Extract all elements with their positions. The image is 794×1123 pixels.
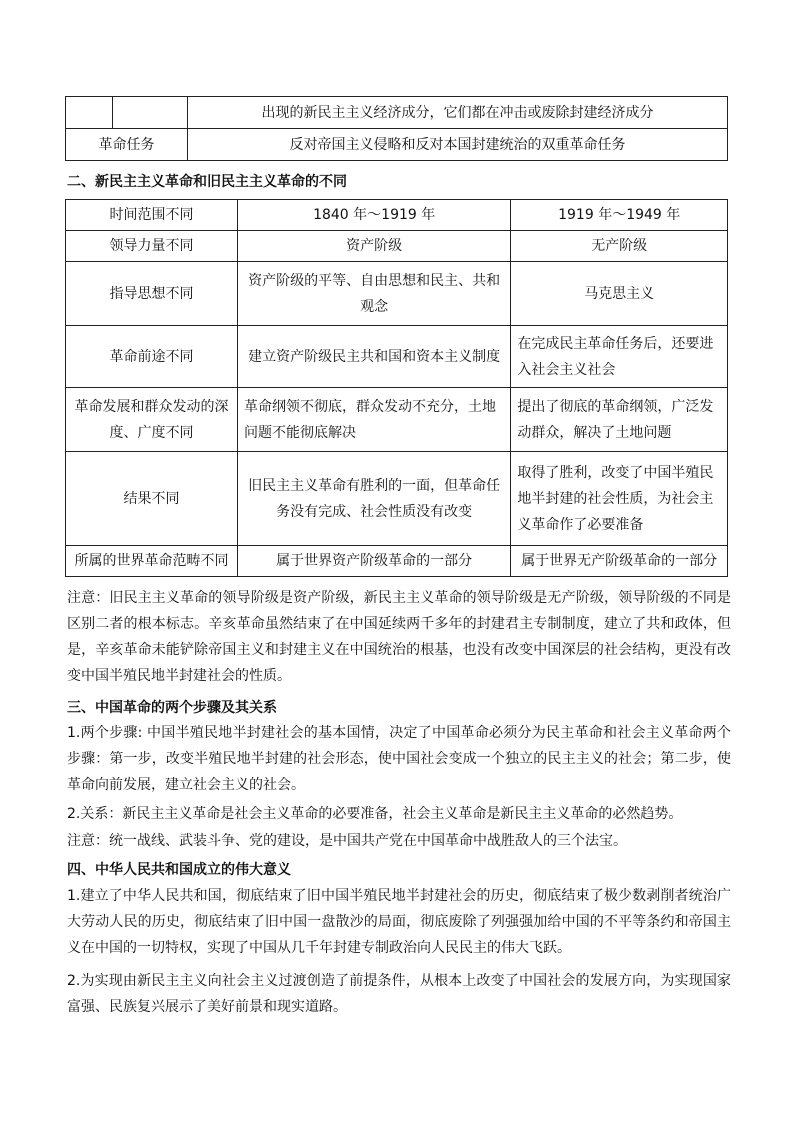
- table-row: [66, 546, 728, 577]
- top-table-empty-cell-1: [66, 97, 113, 129]
- section2-heading: 二、新民主主义革命和旧民主主义革命的不同: [67, 174, 347, 190]
- row-label: 所属的世界革命范畴不同: [66, 546, 238, 577]
- table-row: [66, 200, 728, 231]
- table-row: [66, 452, 728, 546]
- section3-note: 注意：统一战线、武装斗争、党的建设，是中国共产党在中国革命中战胜敌人的三个法宝。: [67, 833, 627, 849]
- old-democratic-cell: 旧民主主义革命有胜利的一面，但革命任务没有完成、社会性质没有改变: [237, 452, 510, 546]
- old-democratic-cell: 1840 年～1919 年: [237, 200, 510, 231]
- section4-heading: 四、中华人民共和国成立的伟大意义: [67, 862, 291, 878]
- row-label: 结果不同: [66, 452, 238, 546]
- new-democratic-cell: 马克思主义: [511, 262, 728, 326]
- old-democratic-cell: 建立资产阶级民主共和国和资本主义制度: [237, 326, 510, 388]
- comparison-table: [65, 199, 728, 577]
- section3-paragraph-1: 1.两个步骤: 中国半殖民地半封建社会的基本国情，决定了中国革命必须分为民主革命和社会主义革命两个步骤：第一步，改变半殖民地半封建的社会形态，使中国社会变成一个独立的民主主义的社会；第二步，使革命向前发展，建立社会主义的社会。: [67, 725, 731, 793]
- top-table: [65, 96, 728, 161]
- new-democratic-cell: 属于世界无产阶级革命的一部分: [511, 546, 728, 577]
- new-democratic-cell: 无产阶级: [511, 231, 728, 262]
- table-row: [66, 388, 728, 452]
- top-table-empty-cell-2: [113, 97, 188, 129]
- section4-paragraph-1: 1.建立了中华人民共和国，彻底结束了旧中国半殖民地半封建社会的历史，彻底结束了极少数剥削者统治广大劳动人民的历史，彻底结束了旧中国一盘散沙的局面，彻底废除了列强强加给中国的不平等条约和帝国主义在中国的一切特权，实现了中国从几千年封建专制政治向人民民主的伟大飞跃。: [67, 888, 731, 956]
- row-label: 领导力量不同: [66, 231, 238, 262]
- old-democratic-cell: 资产阶级: [237, 231, 510, 262]
- old-democratic-cell: 属于世界资产阶级革命的一部分: [237, 546, 510, 577]
- old-democratic-cell: 革命纲领不彻底，群众发动不充分，土地问题不能彻底解决: [237, 388, 510, 452]
- row-label: 革命前途不同: [66, 326, 238, 388]
- top-table-row2-text: 反对帝国主义侵略和反对本国封建统治的双重革命任务: [188, 129, 728, 161]
- section3-heading: 三、中国革命的两个步骤及其关系: [67, 700, 277, 716]
- section2-note: 注意：旧民主主义革命的领导阶级是资产阶级，新民主主义革命的领导阶级是无产阶级，领导阶级的不同是区别二者的根本标志。辛亥革命虽然结束了在中国延续两千多年的封建君主专制制度，建立了共和政体，但是，辛亥革命未能铲除帝国主义和封建主义在中国统治的根基，也没有改变中国深层的社会结构，更没有改变中国半殖民地半封建社会的性质。: [67, 590, 731, 684]
- row-label: 革命发展和群众发动的深度、广度不同: [66, 388, 238, 452]
- new-democratic-cell: 在完成民主革命任务后，还要进入社会主义社会: [511, 326, 728, 388]
- new-democratic-cell: 取得了胜利，改变了中国半殖民地半封建的社会性质，为社会主义革命作了必要准备: [511, 452, 728, 546]
- table-row: [66, 326, 728, 388]
- section3-paragraph-2: 2.关系：新民主主义革命是社会主义革命的必要准备，社会主义革命是新民主主义革命的必然趋势。: [67, 806, 683, 822]
- old-democratic-cell: 资产阶级的平等、自由思想和民主、共和观念: [237, 262, 510, 326]
- table-row: [66, 231, 728, 262]
- top-table-row2-label: 革命任务: [66, 129, 188, 161]
- new-democratic-cell: 提出了彻底的革命纲领，广泛发动群众，解决了土地问题: [511, 388, 728, 452]
- row-label: 指导思想不同: [66, 262, 238, 326]
- row-label: 时间范围不同: [66, 200, 238, 231]
- new-democratic-cell: 1919 年～1949 年: [511, 200, 728, 231]
- table-row: [66, 262, 728, 326]
- section4-paragraph-2: 2.为实现由新民主主义向社会主义过渡创造了前提条件，从根本上改变了中国社会的发展方向，为实现国家富强、民族复兴展示了美好前景和现实道路。: [67, 973, 731, 1015]
- top-table-row1-text: 出现的新民主主义经济成分，它们都在冲击或废除封建经济成分: [188, 97, 728, 129]
